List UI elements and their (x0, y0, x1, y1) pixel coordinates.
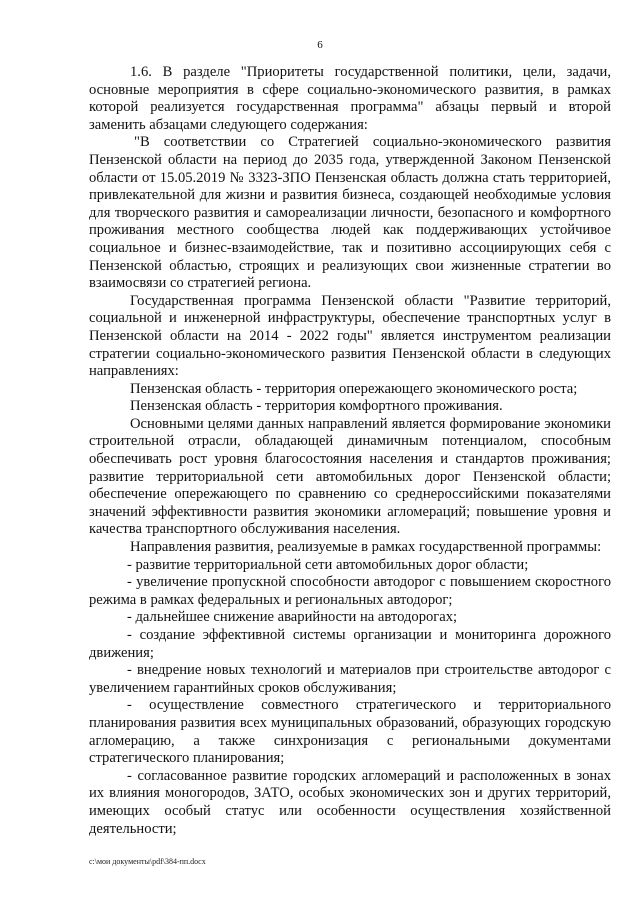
list-item-road-network: - развитие территориальной сети автомобильных дорог области; (127, 556, 529, 573)
list-item-capacity: - увеличение пропускной способности автодорог с повышением скоростного режима в рамках федеральных и региональных автодорог; (89, 574, 611, 608)
paragraph-state-program: Государственная программа Пензенской области "Развитие территорий, социальной и инженерной инфраструктуры, обеспечение транспортных услуг в Пензенской области на 2014 - 2022 годы" является инструментом реализации стратегии социально-экономического развития Пензенской области в следующих направлениях: (89, 292, 611, 380)
paragraph-strategy-quote: "В соответствии со Стратегией социально-экономического развития Пензенской области на период до 2035 года, утвержденной Законом Пензенской области от 15.05.2019 № 3323-ЗПО Пензенская область должна стать территорией, привлекательной для жизни и развития бизнеса, создающей необходимые условия для творческого развития и самореализации личности, безопасного и комфортного проживания местного сообщества людей как поддерживающих устойчивое социальное и бизнес-взаимодействие, так и позитивно ассоциирующих себя с Пензенской областью, строящих и реализующих свои жизненные стратегии во взаимосвязи со стратегией региона. (89, 134, 611, 292)
paragraph-main-goals: Основными целями данных направлений является формирование экономики строительной отрасли, обладающей динамичным потенциалом, способным обеспечивать рост уровня благосостояния населения и стандартов проживания; развитие территориальной сети автомобильных дорог Пензенской области; обеспечение опережающего по сравнению со среднероссийскими показателями значений эффективности развития экономики агломераций; повышение уровня и качества транспортного обслуживания населения. (89, 415, 611, 538)
paragraph-1-6-intro: 1.6. В разделе "Приоритеты государственной политики, цели, задачи, основные мероприятия в сфере социально-экономического развития, в рамках которой реализуется государственная программа" абзацы первый и второй заменить абзацами следующего содержания: (89, 64, 611, 133)
document-body (89, 64, 611, 838)
list-item-accidents: - дальнейшее снижение аварийности на автодорогах; (127, 609, 458, 626)
paragraph-direction-comfort: Пензенская область - территория комфортного проживания. (130, 398, 503, 415)
list-item-agglomerations: - согласованное развитие городских агломераций и расположенных в зонах их влияния моногородов, ЗАТО, особых экономических зон и других территорий, имеющих особый статус или особенности осуществления хозяйственной деятельности; (89, 767, 611, 837)
list-item-traffic-monitoring: - создание эффективной системы организации и мониторинга дорожного движения; (89, 627, 611, 661)
paragraph-development-directions: Направления развития, реализуемые в рамках государственной программы: (130, 539, 602, 556)
paragraph-direction-growth: Пензенская область - территория опережающего экономического роста; (130, 380, 578, 397)
page-number: 6 (317, 39, 323, 51)
list-item-joint-planning: - осуществление совместного стратегического и территориального планирования развития всех муниципальных образований, образующих городскую агломерацию, а также синхронизация с региональными документами стратегического планирования; (89, 697, 611, 767)
list-item-new-technologies: - внедрение новых технологий и материалов при строительстве автодорог с увеличением гарантийных сроков обслуживания; (89, 662, 611, 696)
footer-file-path: c:\мои документы\pdf\384-пп.docx (89, 857, 206, 866)
